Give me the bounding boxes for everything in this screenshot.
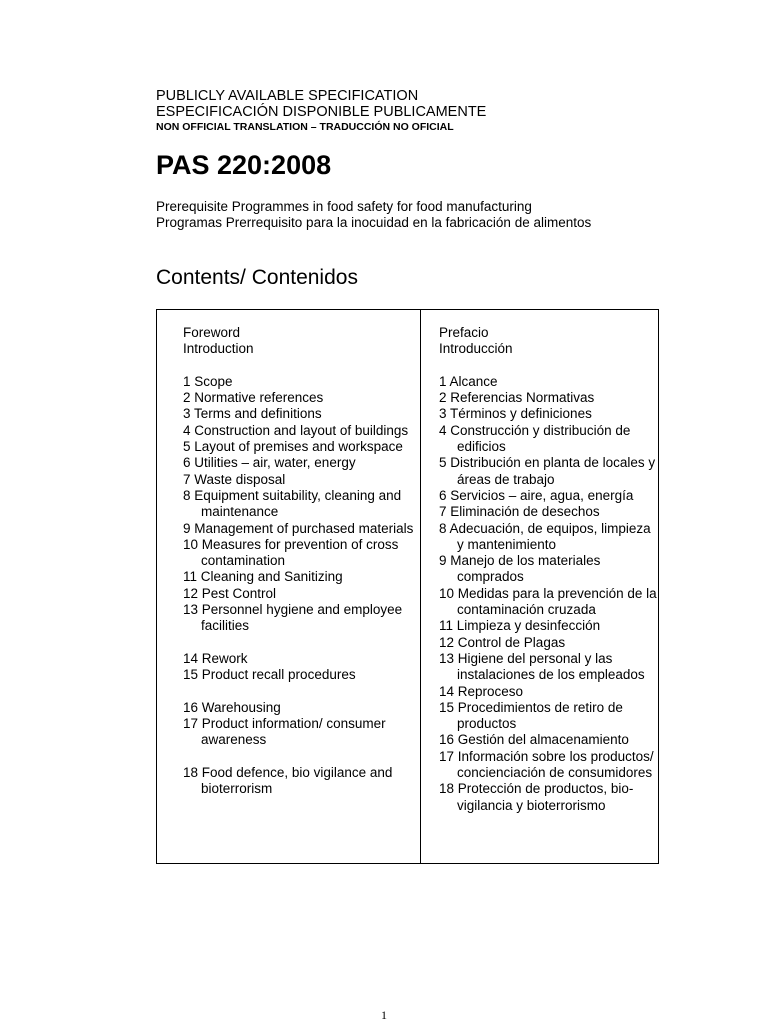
toc-item: 10 Medidas para la prevención de la contaminación cruzada — [439, 585, 657, 618]
header-line-3: NON OFFICIAL TRANSLATION – TRADUCCIÓN NO OFICIAL — [156, 121, 454, 133]
toc-item: 2 Normative references — [183, 390, 324, 406]
toc-item: 4 Construction and layout of buildings — [183, 422, 409, 438]
toc-item: 5 Distribución en planta de locales y áreas de trabajo — [439, 455, 656, 487]
toc-item: 9 Management of purchased materials — [183, 520, 414, 536]
page-number: 1 — [381, 1008, 387, 1022]
toc-item: 13 Higiene del personal y las instalaciones de los empleados — [439, 650, 645, 683]
toc-item: 17 Información sobre los productos/ concienciación de consumidores — [439, 748, 654, 781]
subtitle-spanish: Programas Prerrequisito para la inocuidad en la fabricación de alimentos — [156, 215, 592, 230]
toc-item: 18 Food defence, bio vigilance and bioterrorism — [183, 765, 393, 797]
subtitle-english: Prerequisite Programmes in food safety for food manufacturing — [156, 199, 532, 214]
toc-item: 8 Adecuación, de equipos, limpieza y mantenimiento — [439, 520, 651, 552]
toc-item: 3 Terms and definitions — [183, 406, 322, 422]
toc-item: 7 Eliminación de desechos — [439, 504, 600, 520]
toc-item: 9 Manejo de los materiales comprados — [439, 553, 601, 585]
toc-item: 11 Cleaning and Sanitizing — [183, 569, 343, 585]
toc-item: 14 Rework — [183, 650, 248, 666]
toc-introduction: Introduction — [183, 341, 254, 357]
table-of-contents — [156, 309, 659, 864]
toc-item: 8 Equipment suitability, cleaning and maintenance — [183, 487, 402, 520]
toc-item: 12 Control de Plagas — [439, 634, 566, 650]
toc-item: 17 Product information/ consumer awareness — [183, 716, 386, 748]
header-line-2: ESPECIFICACIÓN DISPONIBLE PUBLICAMENTE — [156, 104, 487, 120]
toc-item: 12 Pest Control — [183, 585, 277, 601]
toc-item: 1 Scope — [183, 373, 233, 389]
header-line-1: PUBLICLY AVAILABLE SPECIFICATION — [156, 88, 419, 104]
toc-foreword: Foreword — [183, 325, 241, 340]
toc-item: 16 Warehousing — [183, 699, 281, 715]
toc-item: 16 Gestión del almacenamiento — [439, 732, 629, 748]
toc-item: 3 Términos y definiciones — [439, 406, 592, 422]
toc-item: 10 Measures for prevention of cross contamination — [183, 536, 399, 569]
toc-item: 13 Personnel hygiene and employee facilities — [183, 602, 403, 634]
contents-heading: Contents/ Contenidos — [156, 266, 358, 289]
toc-item: 2 Referencias Normativas — [439, 390, 595, 406]
toc-foreword: Prefacio — [439, 325, 489, 340]
toc-introduction: Introducción — [439, 341, 513, 357]
document-title: PAS 220:2008 — [156, 150, 332, 180]
toc-item: 14 Reproceso — [439, 683, 524, 699]
toc-column-english — [183, 325, 419, 798]
toc-item: 7 Waste disposal — [183, 471, 286, 487]
toc-item: 15 Procedimientos de retiro de productos — [439, 699, 623, 732]
toc-item: 6 Servicios – aire, agua, energía — [439, 487, 634, 503]
toc-item: 18 Protección de productos, bio-vigilancia y bioterrorismo — [439, 781, 634, 813]
toc-item: 6 Utilities – air, water, energy — [183, 455, 356, 471]
toc-item: 5 Layout of premises and workspace — [183, 439, 403, 455]
toc-item: 1 Alcance — [439, 373, 498, 389]
toc-item: 15 Product recall procedures — [183, 667, 356, 683]
column-divider — [420, 310, 421, 863]
toc-item: 4 Construcción y distribución de edificios — [439, 422, 631, 455]
toc-column-spanish — [439, 325, 659, 814]
toc-item: 11 Limpieza y desinfección — [439, 618, 601, 634]
